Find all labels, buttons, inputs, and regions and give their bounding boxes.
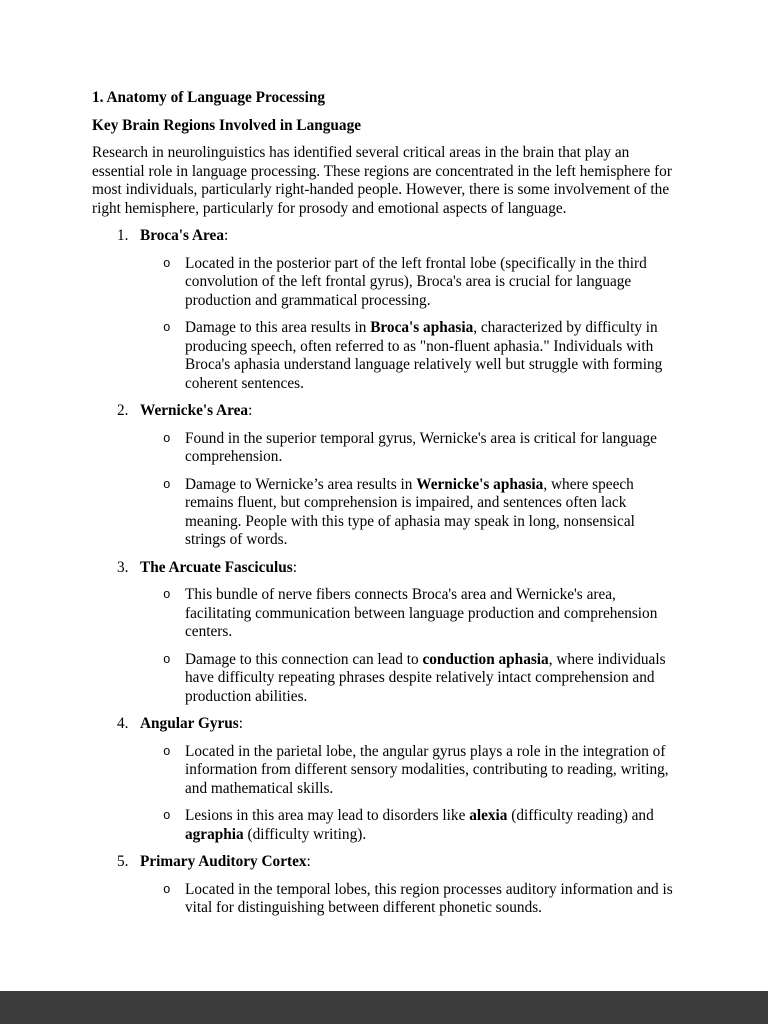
text-run: : — [248, 402, 253, 419]
text-run: Located in the temporal lobes, this region processes auditory information and is vital for distinguishing between different phonetic sounds. — [185, 880, 673, 916]
text-run: Damage to this area results in — [185, 319, 371, 336]
bold-text: Primary Auditory Cortex — [140, 853, 307, 870]
numbered-list-item — [117, 227, 676, 246]
list-item-number: 3. — [117, 558, 129, 576]
bullet-text — [185, 476, 676, 550]
text-run: Lesions in this area may lead to disorders like — [185, 807, 470, 824]
text-run: Damage to this connection can lead to — [185, 650, 423, 668]
numbered-list-item — [117, 853, 676, 872]
bold-text: conduction aphasia — [422, 650, 549, 668]
list-item-title — [140, 853, 311, 872]
bold-text: alexia — [469, 807, 508, 824]
bold-text: 1. Anatomy of Language Processing — [92, 89, 326, 106]
numbered-list-item — [117, 402, 676, 421]
bullet-text — [185, 743, 676, 799]
bullet-text — [185, 319, 676, 393]
bullet-text — [185, 430, 676, 467]
bullet-marker: o — [163, 477, 171, 492]
bullet-marker: o — [163, 588, 171, 602]
numbered-list-item — [117, 559, 676, 578]
text-run: Research in neurolinguistics has identified several critical areas in the brain that play an essential role in language processing. These regions are concentrated in the left hemisphere for most individuals, particularly right-handed people. However, there is some involvement of the right hemisphere, particularly for prosody and emotional aspects of language. — [92, 144, 672, 217]
text-run: (difficulty writing). — [243, 825, 367, 843]
text-run: (difficulty reading) and — [507, 807, 654, 824]
text-run: Damage to Wernicke’s area results in — [185, 475, 417, 493]
viewer-footer-bar — [0, 991, 768, 1024]
sub-bullet-item — [163, 255, 676, 311]
text-run: : — [292, 558, 297, 576]
sub-bullet-item — [163, 743, 676, 799]
list-item-title — [140, 715, 243, 734]
bold-text: Key Brain Regions Involved in Language — [92, 116, 362, 134]
bullet-marker: o — [163, 744, 171, 759]
bullet-text — [185, 807, 676, 844]
bullet-marker: o — [163, 652, 171, 667]
bold-text: agraphia — [185, 825, 244, 843]
text-run: , where individuals have difficulty repeating phrases despite relatively intact comprehension and production abilities. — [185, 650, 666, 705]
sub-bullet-item — [163, 651, 676, 707]
bold-text: Wernicke's Area — [140, 402, 249, 419]
bullet-marker: o — [163, 809, 171, 823]
text-run: Located in the posterior part of the left frontal lobe (specifically in the third convolution of the left frontal gyrus), Broca's area is crucial for language production and grammatical processing. — [185, 254, 647, 309]
list-item-title — [140, 402, 252, 421]
list-item-number: 4. — [117, 715, 129, 732]
sub-bullet-item — [163, 807, 676, 844]
sub-bullet-item — [163, 881, 676, 918]
bullet-marker: o — [163, 256, 171, 271]
bullet-text — [185, 255, 676, 311]
text-run: : — [238, 715, 243, 732]
text-run: Found in the superior temporal gyrus, Wernicke's area is critical for language comprehension. — [185, 429, 657, 465]
list-item-number: 2. — [117, 402, 129, 419]
numbered-list-item — [117, 715, 676, 734]
bullet-text — [185, 881, 676, 918]
sub-bullet-item — [163, 586, 676, 642]
list-item-number: 1. — [117, 227, 129, 244]
sub-bullet-item — [163, 319, 676, 393]
bold-text: Broca's aphasia — [370, 319, 474, 336]
bold-text: The Arcuate Fasciculus — [140, 558, 293, 576]
text-run: This bundle of nerve fibers connects Broca's area and Wernicke's area, facilitating communication between language production and comprehension centers. — [185, 586, 658, 640]
text-run: : — [306, 853, 311, 870]
bullet-marker: o — [163, 431, 171, 446]
list-item-title — [140, 227, 228, 246]
text-run: : — [223, 227, 229, 244]
document-heading — [92, 89, 676, 108]
bullet-marker: o — [163, 882, 171, 897]
text-run: , characterized by difficulty in producing speech, often referred to as "non-fluent aphasia." Individuals with Broca's aphasia understand language relatively well but struggle with forming coherent sentences. — [185, 319, 663, 392]
bold-text: Broca's Area — [140, 227, 224, 244]
sub-bullet-item — [163, 476, 676, 550]
bullet-marker: o — [163, 321, 171, 335]
text-run: Located in the parietal lobe, the angular gyrus plays a role in the integration of information from different sensory modalities, contributing to reading, writing, and mathematical skills. — [185, 742, 669, 797]
list-item-number: 5. — [117, 853, 129, 870]
sub-bullet-item — [163, 430, 676, 467]
bullet-text — [185, 586, 676, 642]
text-run: , where speech remains fluent, but comprehension is impaired, and sentences often lack meaning. People with this type of aphasia may speak in long, nonsensical strings of words. — [185, 475, 635, 548]
document-heading — [92, 117, 676, 136]
bold-text: Angular Gyrus — [140, 715, 239, 732]
bullet-text — [185, 651, 676, 707]
document-paragraph — [92, 144, 676, 218]
list-item-title — [140, 559, 297, 578]
bold-text: Wernicke's aphasia — [416, 475, 544, 493]
